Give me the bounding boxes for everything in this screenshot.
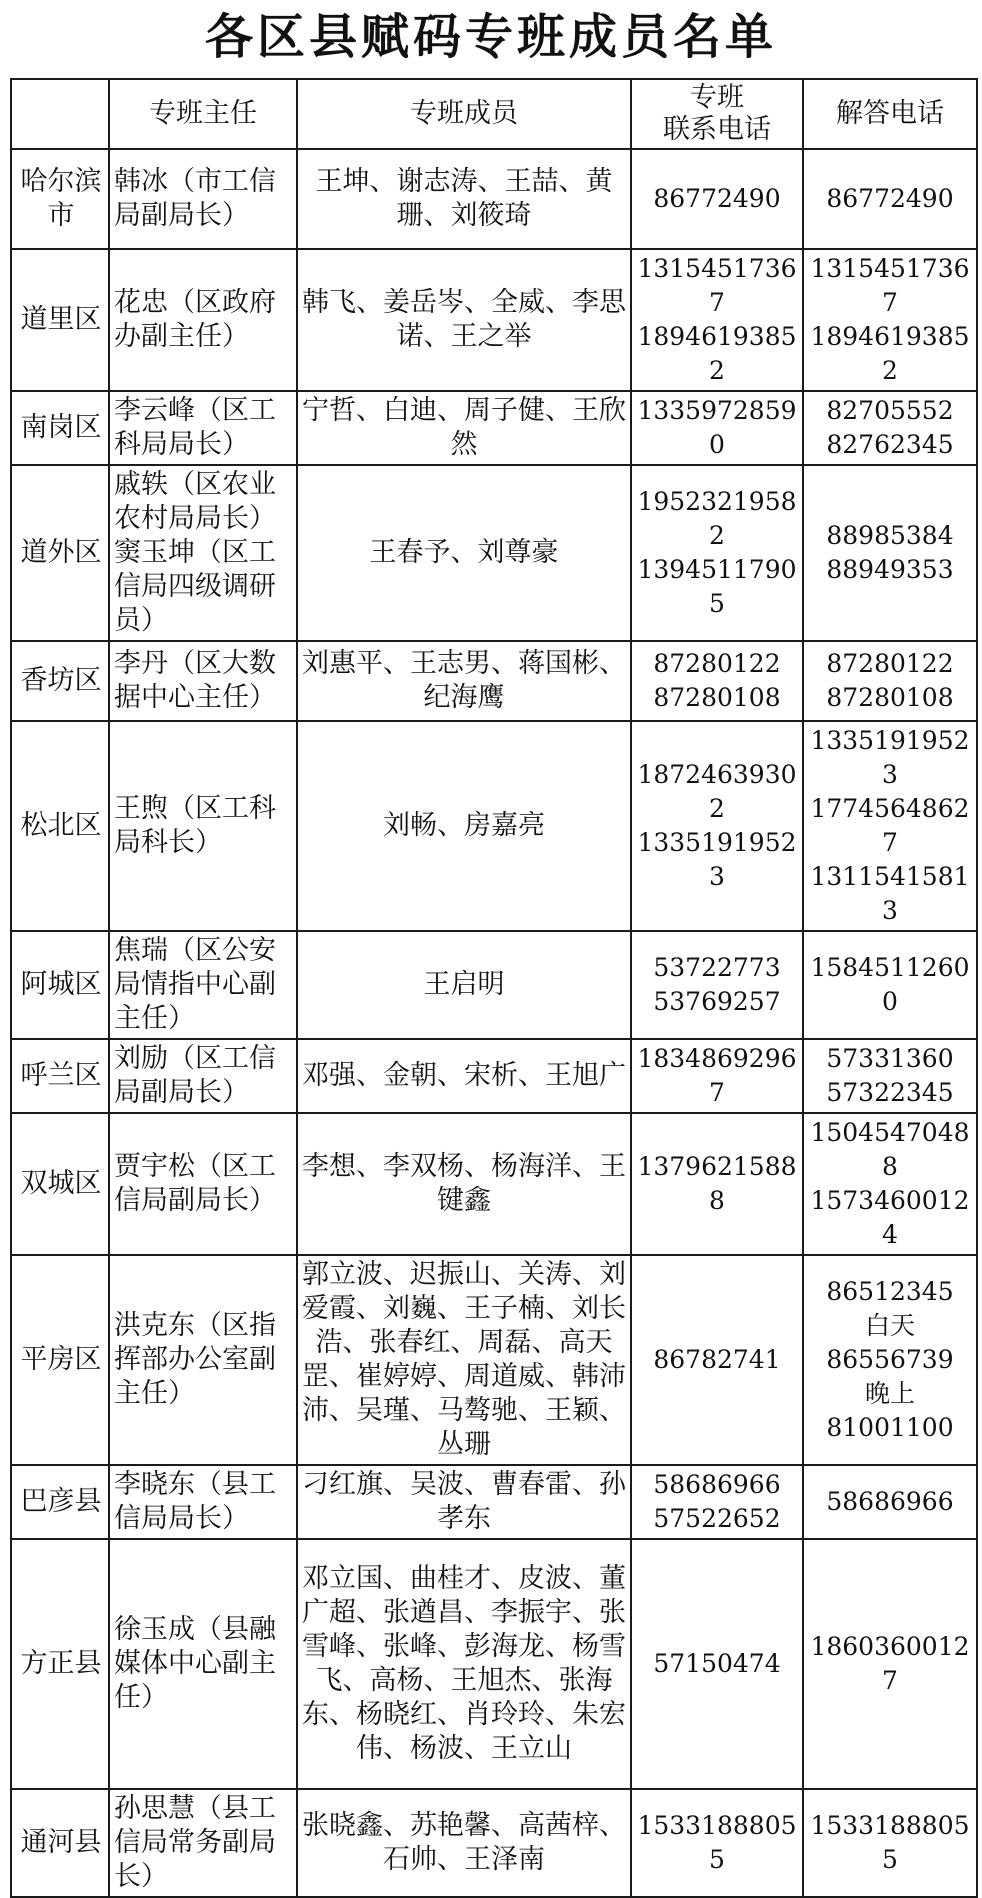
answer-phone-cell — [803, 1255, 977, 1465]
director-cell: 李晓东（县工信局局长） — [109, 1465, 297, 1539]
members-cell: 王启明 — [297, 931, 631, 1039]
answer-phone-cell — [803, 465, 977, 641]
contact-phone: 53722773 — [653, 953, 781, 982]
contact-phone: 13945117905 — [637, 555, 797, 618]
contact-phone-cell — [631, 1465, 803, 1539]
contact-phone-cell — [631, 931, 803, 1039]
director-cell: 刘励（区工信局副局长） — [109, 1039, 297, 1113]
answer-phone-cell — [803, 641, 977, 721]
table-row — [11, 249, 977, 391]
contact-phone: 86782741 — [653, 1345, 781, 1374]
members-cell: 韩飞、姜岳岑、全威、李思诺、王之举 — [297, 249, 631, 391]
answer-phone: 15331888055 — [810, 1811, 970, 1874]
header-contact-line2: 联系电话 — [663, 114, 771, 145]
members-cell: 李想、李双杨、杨海洋、王键鑫 — [297, 1113, 631, 1255]
answer-phone: 白天 — [864, 1311, 915, 1340]
members-cell: 刘畅、房嘉亮 — [297, 721, 631, 931]
director-cell: 李丹（区大数据中心主任） — [109, 641, 297, 721]
answer-phone: 87280108 — [826, 683, 954, 712]
answer-phone-cell — [803, 1539, 977, 1789]
answer-phone: 82762345 — [826, 430, 954, 459]
answer-phone: 88949353 — [826, 555, 954, 584]
region-cell: 香坊区 — [11, 641, 109, 721]
answer-phone-cell — [803, 1465, 977, 1539]
members-cell: 邓强、金朝、宋析、王旭广 — [297, 1039, 631, 1113]
answer-phone-cell — [803, 249, 977, 391]
contact-phone: 57522652 — [653, 1504, 781, 1533]
answer-phone: 15845112600 — [810, 953, 970, 1016]
director-cell: 孙思慧（县工信局常务副局长） — [109, 1789, 297, 1897]
members-cell: 宁哲、白迪、周子健、王欣然 — [297, 391, 631, 465]
answer-phone: 15045470488 — [810, 1118, 970, 1181]
contact-phone: 13154517367 — [637, 254, 797, 317]
contact-phone: 13351919523 — [637, 828, 797, 891]
contact-phone: 15331888055 — [637, 1811, 797, 1874]
contact-phone-cell — [631, 249, 803, 391]
answer-phone-cell — [803, 149, 977, 249]
table-row — [11, 465, 977, 641]
contact-phone-cell — [631, 391, 803, 465]
answer-phone-cell — [803, 1039, 977, 1113]
director-cell: 焦瑞（区公安局情指中心副主任） — [109, 931, 297, 1039]
contact-phone: 18348692967 — [637, 1044, 797, 1107]
header-contact-line1: 专班 — [690, 82, 744, 113]
director-cell: 戚轶（区农业农村局局长）窦玉坤（区工信局四级调研员） — [109, 465, 297, 641]
contact-phone: 86772490 — [653, 184, 781, 213]
answer-phone: 87280122 — [826, 649, 954, 678]
table-row — [11, 1113, 977, 1255]
region-cell: 哈尔滨市 — [11, 149, 109, 249]
region-cell: 方正县 — [11, 1539, 109, 1789]
answer-phone: 86512345 — [826, 1277, 954, 1306]
region-cell: 呼兰区 — [11, 1039, 109, 1113]
members-cell: 刘惠平、王志男、蒋国彬、纪海鹰 — [297, 641, 631, 721]
table-row — [11, 149, 977, 249]
region-cell: 松北区 — [11, 721, 109, 931]
table-header-row — [11, 79, 977, 149]
header-members: 专班成员 — [297, 79, 631, 149]
region-cell: 平房区 — [11, 1255, 109, 1465]
region-cell: 巴彦县 — [11, 1465, 109, 1539]
table-row — [11, 391, 977, 465]
director-cell: 洪克东（区指挥部办公室副主任） — [109, 1255, 297, 1465]
region-cell: 通河县 — [11, 1789, 109, 1897]
contact-phone: 19523219582 — [637, 487, 797, 550]
region-cell: 南岗区 — [11, 391, 109, 465]
contact-phone: 13796215888 — [637, 1152, 797, 1215]
members-cell: 王坤、谢志涛、王喆、黄珊、刘筱琦 — [297, 149, 631, 249]
answer-phone: 13351919523 — [810, 726, 970, 789]
answer-phone-cell — [803, 391, 977, 465]
header-contact-phone — [631, 79, 803, 149]
contact-phone-cell — [631, 641, 803, 721]
answer-phone: 57331360 — [826, 1044, 954, 1073]
contact-phone-cell — [631, 1255, 803, 1465]
table-row — [11, 1255, 977, 1465]
director-cell: 贾宇松（区工信局副局长） — [109, 1113, 297, 1255]
answer-phone-cell — [803, 721, 977, 931]
contact-phone-cell — [631, 721, 803, 931]
answer-phone-cell — [803, 1789, 977, 1897]
answer-phone: 57322345 — [826, 1078, 954, 1107]
contact-phone-cell — [631, 1039, 803, 1113]
contact-phone-cell — [631, 1789, 803, 1897]
members-cell: 邓立国、曲桂才、皮波、董广超、张遒昌、李振宇、张雪峰、张峰、彭海龙、杨雪飞、高杨、王旭杰、张海东、杨晓红、肖玲玲、朱宏伟、杨波、王立山 — [297, 1539, 631, 1789]
answer-phone: 晚上 — [864, 1379, 915, 1408]
region-cell: 双城区 — [11, 1113, 109, 1255]
header-answer-phone: 解答电话 — [803, 79, 977, 149]
answer-phone: 86556739 — [826, 1345, 954, 1374]
contact-phone: 87280122 — [653, 649, 781, 678]
director-cell: 徐玉成（县融媒体中心副主任） — [109, 1539, 297, 1789]
director-cell: 李云峰（区工科局局长） — [109, 391, 297, 465]
region-cell: 道外区 — [11, 465, 109, 641]
region-cell: 道里区 — [11, 249, 109, 391]
table-row — [11, 1789, 977, 1897]
answer-phone-cell — [803, 1113, 977, 1255]
contact-phone: 57150474 — [653, 1649, 781, 1678]
contact-phone: 58686966 — [653, 1470, 781, 1499]
members-cell: 刁红旗、吴波、曹春雷、孙孝东 — [297, 1465, 631, 1539]
table-row — [11, 721, 977, 931]
members-cell: 郭立波、迟振山、关涛、刘爱霞、刘巍、王子楠、刘长浩、张春红、周磊、高天罡、崔婷婷、周道威、韩沛沛、吴瑾、马骜驰、王颖、丛珊 — [297, 1255, 631, 1465]
header-region — [11, 79, 109, 149]
header-director: 专班主任 — [109, 79, 297, 149]
answer-phone: 15734600124 — [810, 1186, 970, 1249]
table-row — [11, 641, 977, 721]
contact-phone-cell — [631, 149, 803, 249]
table-row — [11, 1039, 977, 1113]
table-row — [11, 1539, 977, 1789]
members-cell: 王春予、刘尊豪 — [297, 465, 631, 641]
director-cell: 花忠（区政府办副主任） — [109, 249, 297, 391]
contact-phone: 87280108 — [653, 683, 781, 712]
answer-phone: 18603600127 — [810, 1632, 970, 1695]
region-cell: 阿城区 — [11, 931, 109, 1039]
contact-phone-cell — [631, 1539, 803, 1789]
table-row — [11, 1465, 977, 1539]
director-cell: 王煦（区工科局科长） — [109, 721, 297, 931]
answer-phone: 17745648627 — [810, 794, 970, 857]
answer-phone: 88985384 — [826, 521, 954, 550]
contact-phone: 18946193852 — [637, 322, 797, 385]
answer-phone: 82705552 — [826, 396, 954, 425]
contact-phone-cell — [631, 1113, 803, 1255]
contact-phone: 18724639302 — [637, 760, 797, 823]
member-table — [10, 78, 978, 1898]
page-title: 各区县赋码专班成员名单 — [204, 9, 777, 65]
answer-phone: 13154517367 — [810, 254, 970, 317]
answer-phone: 13115415813 — [810, 862, 970, 925]
contact-phone-cell — [631, 465, 803, 641]
answer-phone: 81001100 — [826, 1413, 954, 1442]
answer-phone-cell — [803, 931, 977, 1039]
answer-phone: 58686966 — [826, 1487, 954, 1516]
table-row — [11, 931, 977, 1039]
contact-phone: 53769257 — [653, 987, 781, 1016]
answer-phone: 86772490 — [826, 184, 954, 213]
contact-phone: 13359728590 — [637, 396, 797, 459]
members-cell: 张晓鑫、苏艳馨、高茜梓、石帅、王泽南 — [297, 1789, 631, 1897]
answer-phone: 18946193852 — [810, 322, 970, 385]
director-cell: 韩冰（市工信局副局长） — [109, 149, 297, 249]
